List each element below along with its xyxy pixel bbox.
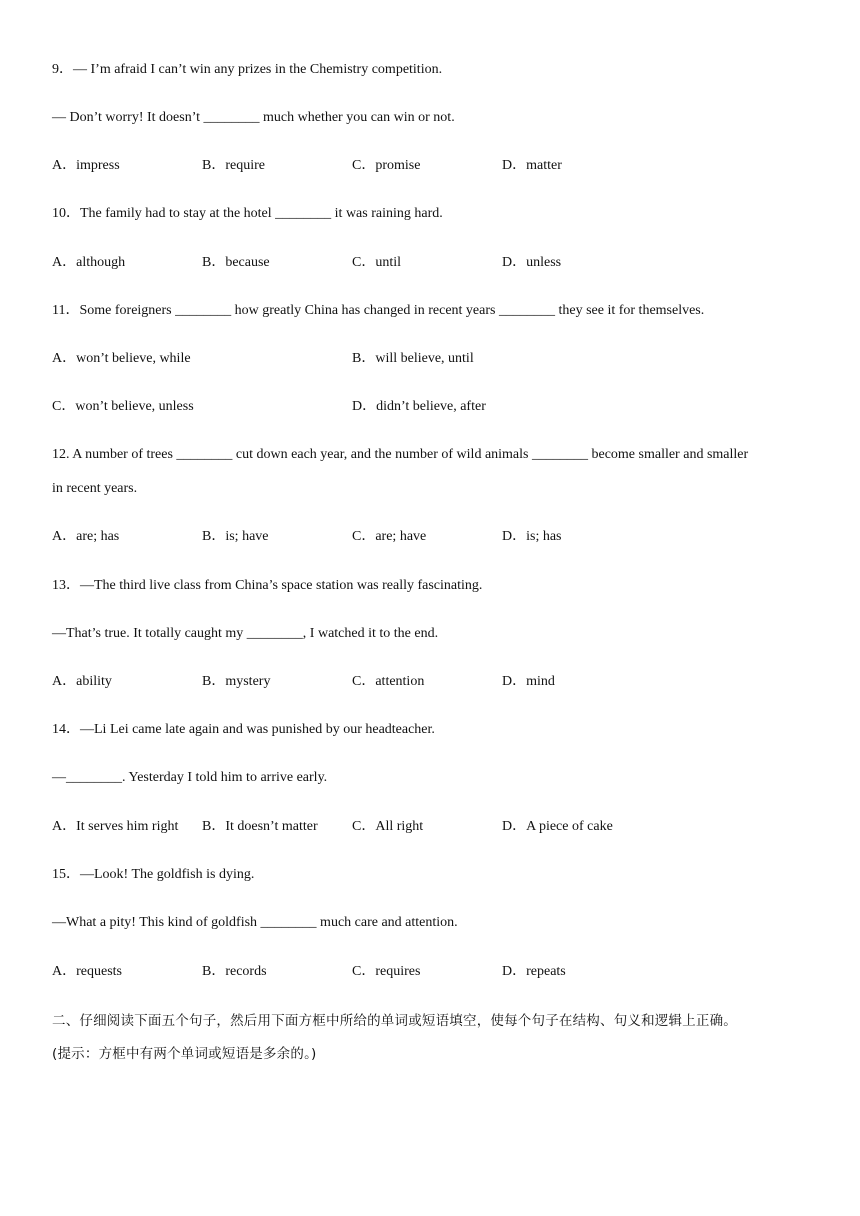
question-15-option-a: A．requests (52, 964, 122, 979)
question-10-stem: 10．The family had to stay at the hotel ________ it was raining hard. (52, 206, 443, 221)
question-15-option-d: D．repeats (502, 964, 566, 979)
question-14-stem-2: —________. Yesterday I told him to arrive early. (52, 770, 328, 785)
question-13-stem-2: —That’s true. It totally caught my ________, I watched it to the end. (52, 626, 439, 641)
section-2-hint: (提示：方框中有两个单词或短语是多余的。) (52, 1046, 317, 1062)
question-14-option-d: D．A piece of cake (502, 819, 613, 834)
question-14-option-a: A．It serves him right (52, 819, 179, 834)
question-15-stem-2: —What a pity! This kind of goldfish ________ much care and attention. (52, 915, 458, 930)
question-11-option-b: B．will believe, until (352, 351, 474, 366)
question-11-option-d: D．didn’t believe, after (352, 399, 486, 414)
question-10-option-b: B．because (202, 255, 270, 270)
question-12-option-d: D．is; has (502, 529, 562, 544)
question-13-option-c: C．attention (352, 674, 425, 689)
question-13-option-d: D．mind (502, 674, 555, 689)
question-9-option-b: B．require (202, 158, 265, 173)
question-13-option-a: A．ability (52, 674, 112, 689)
question-11-option-a: A．won’t believe, while (52, 351, 191, 366)
question-14-stem-1: 14．—Li Lei came late again and was punished by our headteacher. (52, 722, 435, 737)
question-12-stem-1: 12. A number of trees ________ cut down each year, and the number of wild animals ________ become smaller and smaller (52, 447, 749, 462)
question-11-option-c: C．won’t believe, unless (52, 399, 194, 414)
question-12-stem-2: in recent years. (52, 481, 138, 496)
question-9-stem-2: — Don’t worry! It doesn’t ________ much whether you can win or not. (52, 110, 455, 125)
question-10-option-d: D．unless (502, 255, 562, 270)
question-15-option-b: B．records (202, 964, 267, 979)
section-2-instruction: 二、仔细阅读下面五个句子，然后用下面方框中所给的单词或短语填空，使每个句子在结构、句义和逻辑上正确。 (52, 1013, 737, 1029)
question-12-option-b: B．is; have (202, 529, 269, 544)
question-13-option-b: B．mystery (202, 674, 271, 689)
question-15-option-c: C．requires (352, 964, 421, 979)
question-15-stem-1: 15．—Look! The goldfish is dying. (52, 867, 255, 882)
question-13-stem-1: 13．—The third live class from China’s space station was really fascinating. (52, 578, 483, 593)
question-9-option-a: A．impress (52, 158, 120, 173)
question-10-option-a: A．although (52, 255, 126, 270)
question-9-stem-1: 9．— I’m afraid I can’t win any prizes in the Chemistry competition. (52, 62, 443, 77)
question-14-option-c: C．All right (352, 819, 424, 834)
question-9-option-c: C．promise (352, 158, 421, 173)
question-12-option-c: C．are; have (352, 529, 427, 544)
question-10-option-c: C．until (352, 255, 402, 270)
question-11-stem: 11．Some foreigners ________ how greatly China has changed in recent years ________ they see it for themselves. (52, 303, 705, 318)
question-12-option-a: A．are; has (52, 529, 120, 544)
question-9-option-d: D．matter (502, 158, 562, 173)
question-14-option-b: B．It doesn’t matter (202, 819, 318, 834)
